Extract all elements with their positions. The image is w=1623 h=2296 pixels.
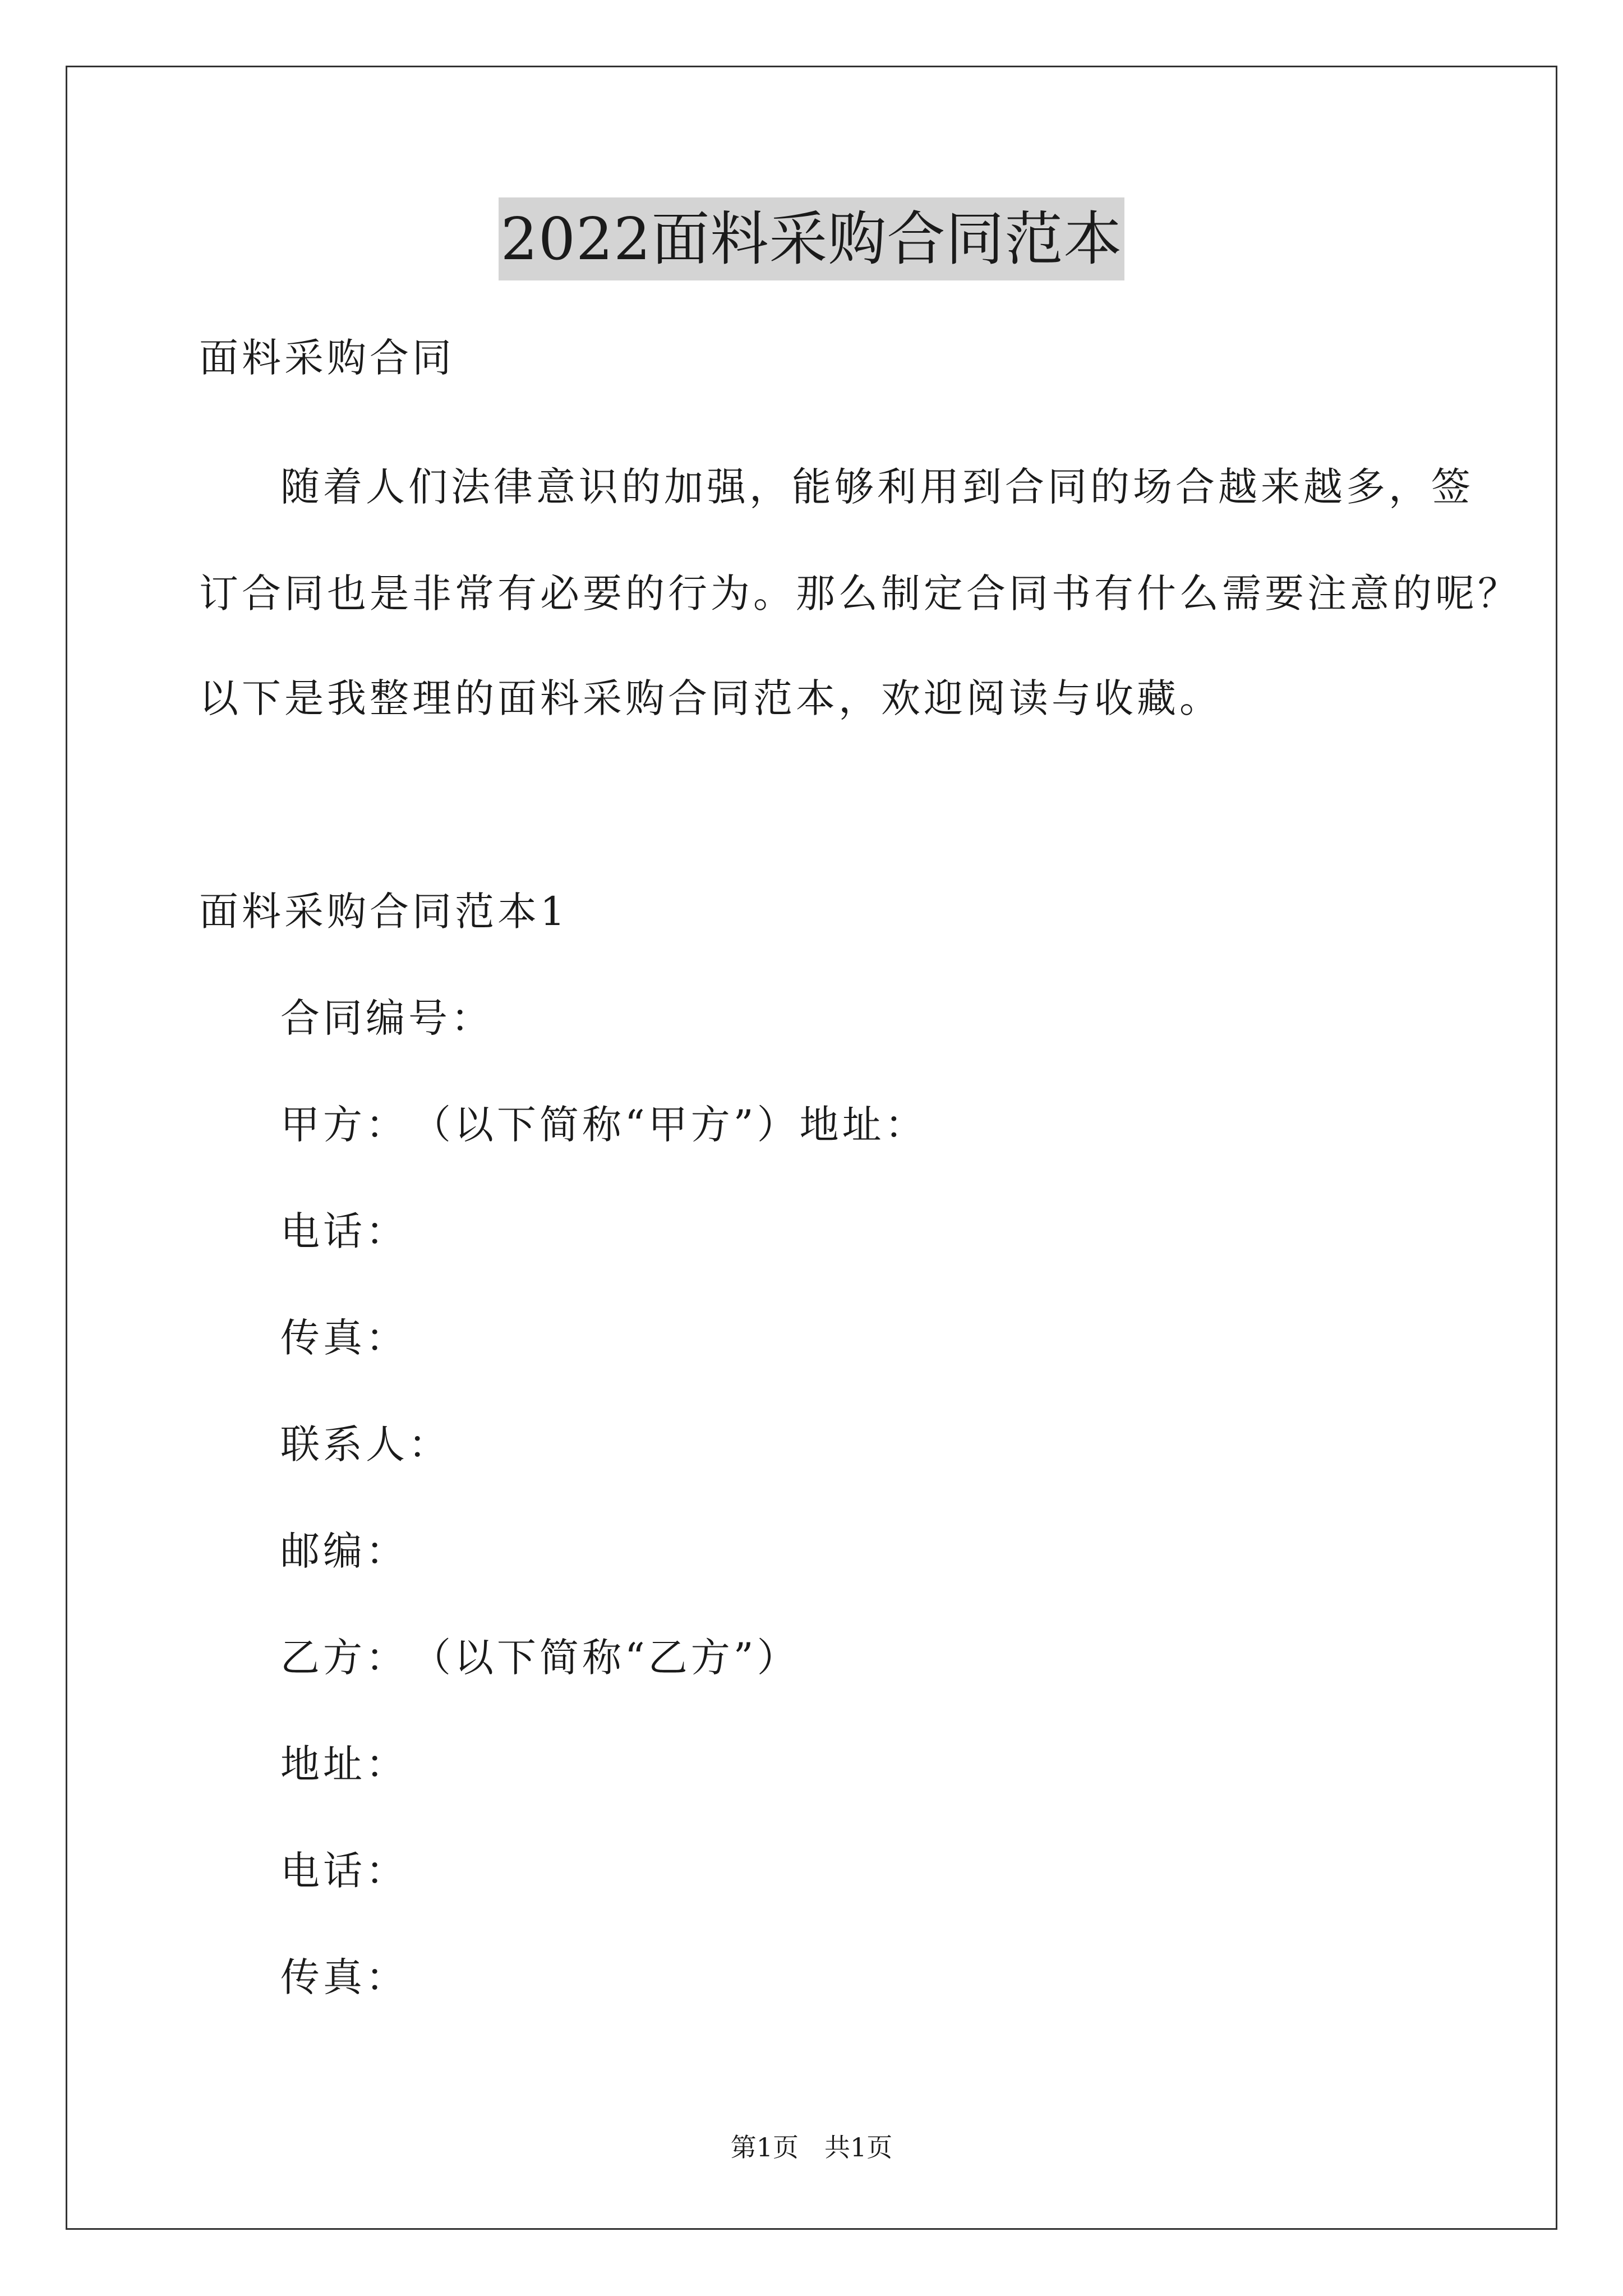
intro-line: 以下是我整理的面料采购合同范本，欢迎阅读与收藏。 (199, 675, 1222, 721)
field-party-b: 乙方： （以下简称“乙方”） (280, 1635, 800, 1681)
field-phone-a: 电话： (280, 1208, 408, 1254)
field-contact-a: 联系人： (280, 1421, 451, 1467)
intro-line: 随着人们法律意识的加强，能够利用到合同的场合越来越多，签 (280, 464, 1474, 510)
document-heading: 面料采购合同 (199, 335, 455, 381)
field-fax-b: 传真： (280, 1954, 408, 2000)
title-container (0, 197, 1623, 280)
field-fax-a: 传真： (280, 1315, 408, 1361)
document-title: 2022面料采购合同范本 (499, 197, 1125, 280)
field-contract-number: 合同编号： (280, 995, 494, 1041)
field-address-b: 地址： (280, 1741, 408, 1787)
field-party-a: 甲方： （以下简称“甲方”）地址： (280, 1102, 928, 1148)
section-title: 面料采购合同范本1 (199, 889, 569, 935)
field-phone-b: 电话： (280, 1848, 408, 1894)
page-footer: 第1页 共1页 (730, 2132, 893, 2162)
field-postcode-a: 邮编： (280, 1528, 408, 1574)
intro-line: 订合同也是非常有必要的行为。那么制定合同书有什么需要注意的呢？ (199, 570, 1520, 616)
